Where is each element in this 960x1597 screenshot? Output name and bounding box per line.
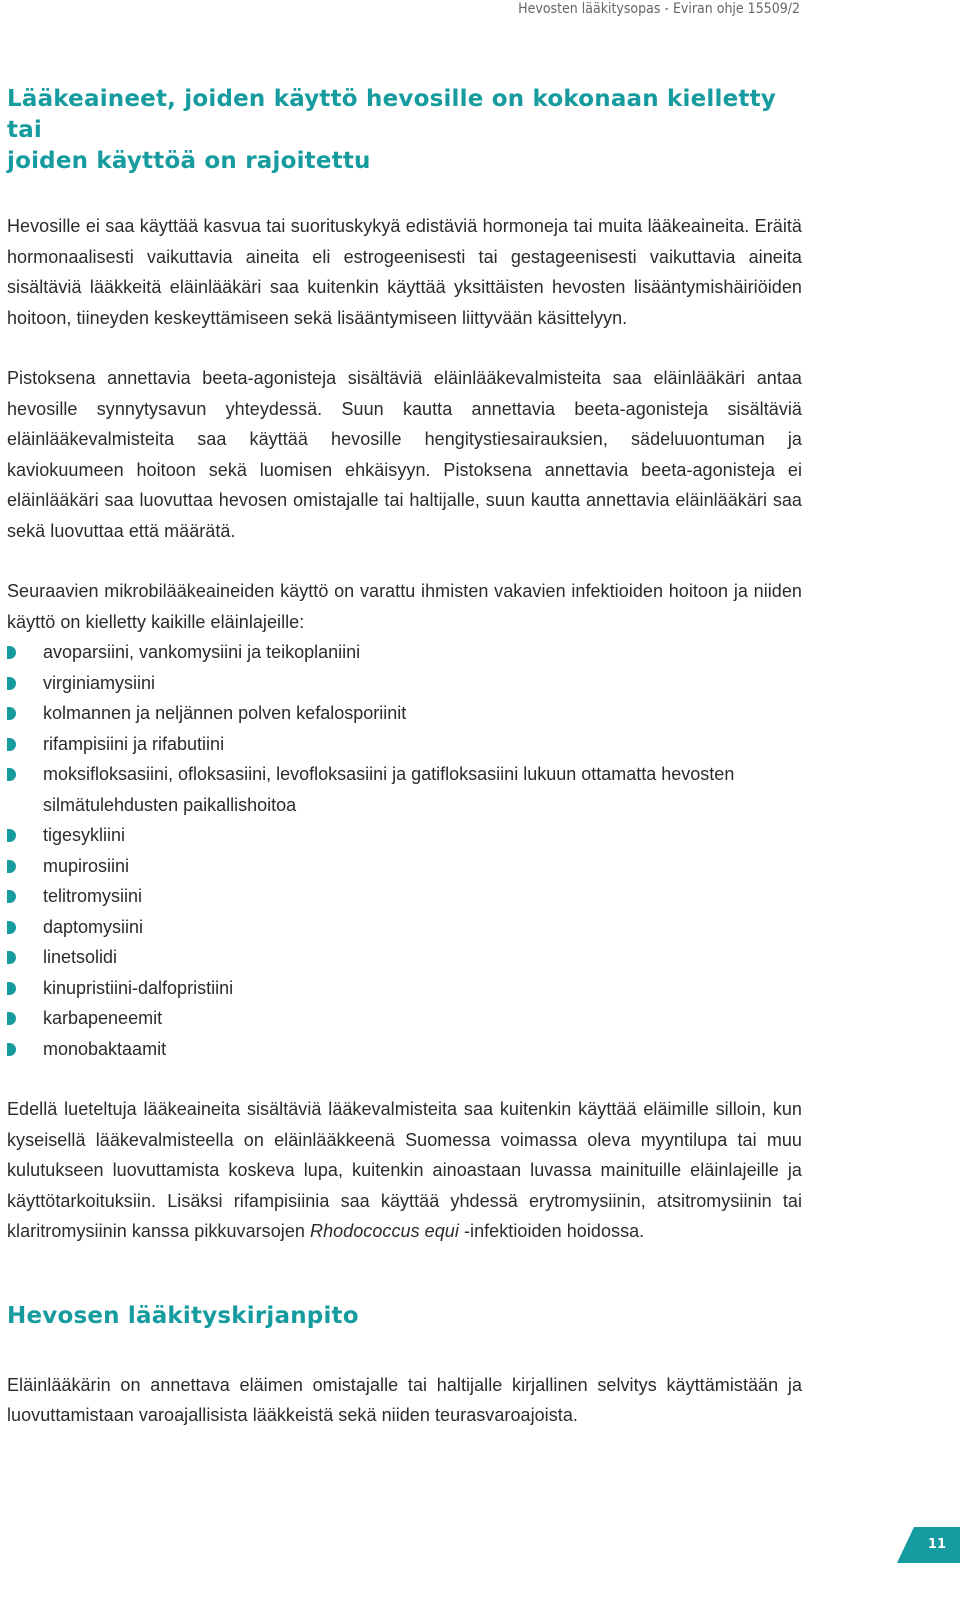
list-item (7, 637, 802, 668)
list-item-text: mupirosiini (43, 855, 130, 876)
list-item (7, 881, 802, 912)
list-item-text: tigesykliini (43, 825, 126, 845)
bullet-icon (7, 768, 16, 781)
list-item (7, 729, 802, 760)
list-item (7, 668, 802, 699)
list-item-text: rifampisiini ja rifabutiini (43, 733, 225, 754)
list-item-text: kolmannen ja neljännen polven kefalosporiinit (43, 703, 407, 723)
page-content (7, 84, 802, 1431)
bullet-icon (7, 951, 16, 964)
list-item (7, 820, 802, 851)
bullet-icon (7, 982, 16, 995)
list-item-text: daptomysiini (43, 916, 144, 937)
heading-line-1: Lääkeaineet, joiden käyttö hevosille on kokonaan kielletty tai (7, 86, 776, 143)
list-item (7, 912, 802, 943)
list-item-text: linetsolidi (43, 947, 118, 967)
paragraph-exceptions-text: Edellä lueteltuja lääkeaineita sisältäviä lääkevalmisteita saa kuitenkin käyttää eläimille silloin, kun kyseisellä lääkevalmisteella on eläinlääkkeenä Suomessa voimassa oleva myyntilupa tai muu kulutukseen luovuttamista koskeva lupa, kuitenkin ainoastaan luvassa mainituille eläinlajeille ja käyttötarkoituksiin. Lisäksi rifampisiinia saa käyttää yhdessä erytromysiinin, atsitromysiinin tai klaritromysiinin kanssa pikkuvarsojen (7, 1099, 802, 1241)
bullet-icon (7, 1043, 16, 1056)
paragraph-beta-agonists: Pistoksena annettavia beeta-agonisteja sisältäviä eläinlääkevalmisteita saa eläinlääkäri antaa hevosille synnytysavun yhteydessä. Suun kautta annettavia beeta-agonisteja sisältäviä eläinlääkevalmisteita saa käyttää hevosille hengitystiesairauksien, sädeluuontuman ja kaviokuumeen hoitoon sekä luomisen ehkäisyyn. Pistoksena annettavia beeta-agonisteja ei eläinlääkäri saa luovuttaa hevosen omistajalle tai haltijalle, suun kautta annettavia eläinlääkäri saa sekä luovuttaa että määrätä. (7, 368, 802, 541)
bullet-icon (7, 860, 16, 873)
list-item (7, 942, 802, 973)
list-item-text: monobaktaamit (43, 1038, 167, 1059)
list-item (7, 973, 802, 1004)
antimicrobial-list (7, 637, 802, 1064)
page-number-tab (914, 1527, 960, 1563)
bullet-icon (7, 1012, 16, 1025)
list-item-text: kinupristiini-dalfopristiini (43, 977, 234, 998)
list-item (7, 759, 802, 820)
list-item-text: avoparsiini, vankomysiini ja teikoplaniini (43, 642, 361, 662)
section-heading-record-keeping: Hevosen lääkityskirjanpito (7, 1302, 359, 1329)
bullet-icon (7, 677, 16, 690)
bullet-icon (7, 646, 16, 659)
bullet-icon (7, 829, 16, 842)
species-name: Rhodococcus equi (310, 1221, 459, 1241)
paragraph-record-keeping: Eläinlääkärin on annettava eläimen omistajalle tai haltijalle kirjallinen selvitys käyttämistään ja luovuttamistaan varoajallisista lääkkeistä sekä niiden teurasvaroajoista. (7, 1374, 802, 1425)
list-item-text: telitromysiini (43, 886, 143, 906)
heading-line-2: joiden käyttöä on rajoitettu (7, 148, 371, 174)
list-item-text: virginiamysiini (43, 672, 156, 693)
list-item (7, 698, 802, 729)
running-header: Hevosten lääkitysopas - Eviran ohje 15509/2 (518, 1, 800, 17)
bullet-icon (7, 890, 16, 903)
bullet-icon (7, 707, 16, 720)
bullet-icon (7, 921, 16, 934)
list-item (7, 1034, 802, 1065)
bullet-icon (7, 738, 16, 751)
list-item (7, 1003, 802, 1034)
paragraph-hormones: Hevosille ei saa käyttää kasvua tai suorituskykyä edistäviä hormoneja tai muita lääkeaineita. Eräitä hormonaalisesti vaikuttavia aineita eli estrogeenisesti tai gestageenisesti vaikuttavia aineita sisältäviä lääkkeitä eläinlääkäri saa kuitenkin käyttää yksittäisten hevosten lisääntymishäiriöiden hoitoon, tiineyden keskeyttämiseen sekä lisääntymiseen liittyvään käsittelyyn. (7, 216, 802, 328)
page-number: 11 (927, 1537, 946, 1552)
list-item-text: moksifloksasiini, ofloksasiini, levofloksasiini ja gatifloksasiini lukuun ottamatta hevosten silmätulehdusten paikallishoitoa (43, 764, 735, 815)
list-item (7, 851, 802, 882)
list-item-text: karbapeneemit (43, 1008, 163, 1028)
paragraph-exceptions-end: -infektioiden hoidossa. (458, 1221, 645, 1241)
section-heading-prohibited-drugs (7, 84, 802, 177)
paragraph-exceptions (7, 1094, 802, 1247)
paragraph-antimicrobials-intro: Seuraavien mikrobilääkeaineiden käyttö on varattu ihmisten vakavien infektioiden hoitoon ja niiden käyttö on kielletty kaikille eläinlajeille: (7, 581, 802, 632)
